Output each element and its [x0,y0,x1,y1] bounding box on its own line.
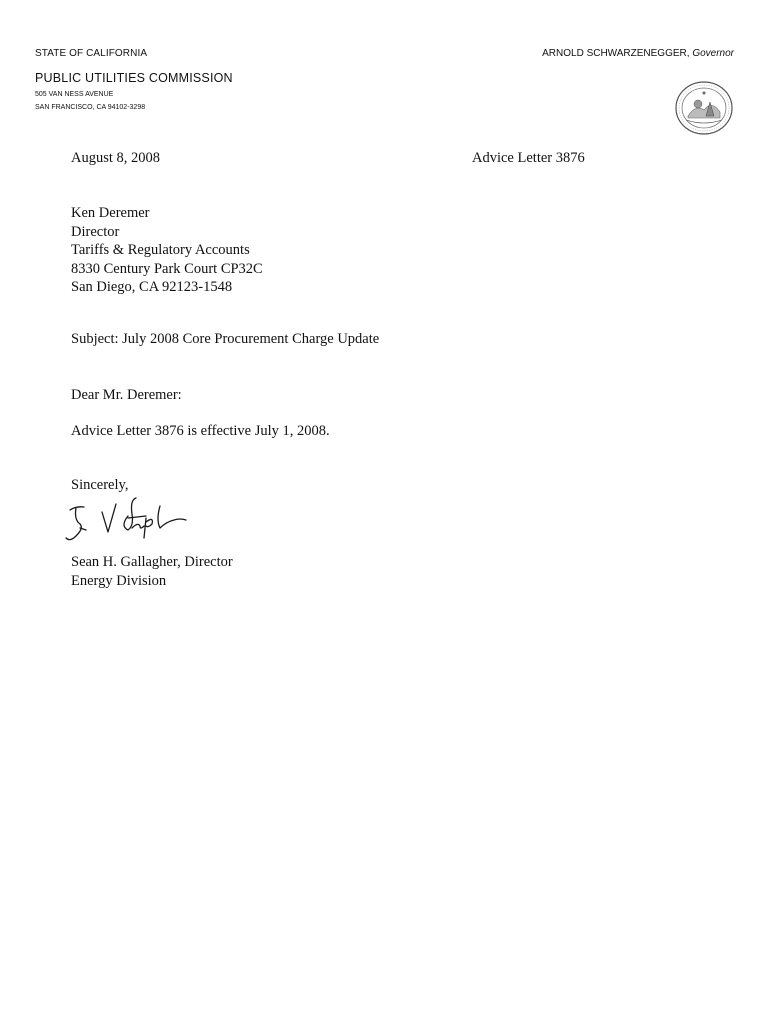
recipient-title: Director [71,223,120,240]
advice-letter-reference: Advice Letter 3876 [472,150,585,166]
commission-address-city: SAN FRANCISCO, CA 94102-3298 [35,104,146,111]
recipient-city: San Diego, CA 92123-1548 [71,279,233,295]
state-name: STATE OF CALIFORNIA [35,48,148,59]
recipient-address-block [71,204,263,297]
letter-subject: Subject: July 2008 Core Procurement Charge Update [71,331,380,347]
handwritten-signature [62,496,212,548]
signer-name-title: Sean H. Gallagher, Director [71,554,233,570]
commission-name: PUBLIC UTILITIES COMMISSION [35,71,233,85]
governor-name: ARNOLD SCHWARZENEGGER, [542,48,690,59]
commission-address-street: 505 VAN NESS AVENUE [35,91,114,98]
state-seal-icon [674,80,734,136]
recipient-department: Tariffs & Regulatory Accounts [71,242,250,258]
governor-title: Governor [692,48,734,59]
letter-body: Advice Letter 3876 is effective July 1, 2008. [71,423,330,439]
letter-salutation: Dear Mr. Deremer: [71,387,182,403]
governor-line [542,48,734,59]
recipient-street: 8330 Century Park Court CP32C [71,260,263,277]
letter-date: August 8, 2008 [71,150,161,166]
recipient-name: Ken Deremer [71,205,150,221]
letter-closing: Sincerely, [71,477,129,493]
signer-block [71,553,233,590]
signer-division: Energy Division [71,572,167,589]
